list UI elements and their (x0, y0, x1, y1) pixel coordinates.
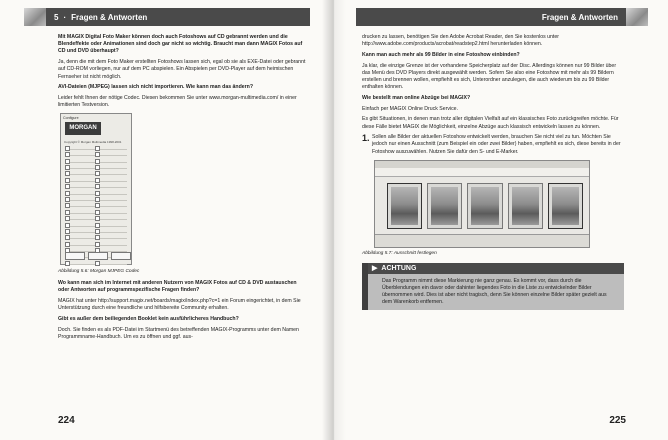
photo-thumbnail (548, 183, 583, 229)
photo-thumbnail (387, 183, 422, 229)
figure-caption: Abbildung 5.6: Morgan MJPEG Codec (58, 268, 140, 274)
option-row (65, 210, 127, 214)
answer: Ja klar, die einzige Grenze ist der vorhandene Speicherplatz auf der Disc. Allerdings können nur 99 Bilder über das Menü des DVD Players direkt ausgewählt werden. Sofern Sie also eine Fotoshow mit mehr als 99 Bildern erstellen und brennen wollen, empfiehlt es sich, Unterordner anzulegen, die auch wiederum bis zu 99 Bilder enthalten können. (362, 62, 617, 91)
warning-title: ACHTUNG (381, 265, 417, 273)
page-number-left: 224 (58, 415, 75, 426)
header-photo-icon (626, 8, 648, 26)
header-photo-icon (24, 8, 46, 26)
screenshot-bottombar (375, 234, 589, 247)
option-row (65, 165, 127, 169)
figure-caption: Abbildung 5.7: Ausschnitt festlegen (362, 250, 437, 256)
photo-thumbnail (467, 183, 502, 229)
option-row (65, 216, 127, 220)
dialog-about-button (111, 252, 131, 260)
dialog-ok-button (65, 252, 85, 260)
warning-text: Das Programm nimmt diese Markierung nie ganz genau. Es kommt vor, dass durch die Überblendungen ein davor oder dahinter liegendes Foto in die Liste zu entwickelnder Bilder übernommen wird. Dies ist aber nicht tragisch, denn Sie können einzelne Bilder später gezielt aus dem Warenkorb entfernen. (368, 274, 624, 310)
warning-title-bar (368, 263, 624, 274)
option-row (65, 146, 127, 150)
thumbnail-strip (387, 183, 583, 229)
option-row (65, 261, 127, 265)
option-row (65, 171, 127, 175)
left-header-title: Fragen & Antworten (71, 12, 148, 22)
option-row (65, 152, 127, 156)
answer: Doch. Sie finden es als PDF-Datei im Startmenü des betreffenden MAGIX-Programms unter dem Namen Programmname-Handbuch. Um es zu öffnen und ggf. aus- (58, 326, 299, 340)
question: Wie bestellt man online Abzüge bei MAGIX? (362, 94, 471, 101)
right-header-title: Fragen & Antworten (541, 12, 618, 22)
chapter-number: 5 (54, 12, 59, 22)
thumbnail-image (471, 187, 498, 225)
option-row (65, 223, 127, 227)
photo-thumbnail (508, 183, 543, 229)
question: Wo kann man sich im Internet mit anderen Nutzern von MAGIX Fotos auf CD & DVD austauschen oder Antworten auf programmspezifische Fragen finden? (58, 280, 297, 294)
warning-box (362, 263, 624, 310)
screenshot-toolbar (375, 168, 589, 177)
right-page-header (356, 8, 648, 26)
step-number: 1. (362, 133, 370, 144)
answer: Ja, denn die mit dem Foto Maker erstellten Fotoshows lassen sich, egal ob sie als EXE-Datei oder gebrannt auf CD-ROM vorliegen, nur auf dem PC abspielen. Ein Abspielen per DVD-Player auf dem heimischen Fernseher ist nicht möglich. (58, 59, 306, 80)
header-separator: · (63, 12, 67, 22)
morgan-logo: MORGAN (65, 122, 101, 135)
page-number-right: 225 (609, 415, 626, 426)
answer: Es gibt Situationen, in denen man trotz aller digitalen Vielfalt auf ein klassisches Foto zurückgreifen möchte. Für diese Fälle bietet MAGIX die Möglichkeit, einzelne Abzüge auch klassisch entwickeln lassen zu können. (362, 116, 619, 130)
question: Mit MAGIX Digital Foto Maker können doch auch Fotoshows auf CD gebrannt werden und die Blendeffekte oder Animationen sind doch gar nicht so wichtig. Braucht man dann MAGIX Fotos auf CD und DVD überhaupt? (58, 34, 303, 55)
left-page-content (58, 34, 306, 344)
option-row (65, 184, 127, 188)
option-row (65, 229, 127, 233)
step-text: Sollen alle Bilder der aktuellen Fotoshow entwickelt werden, brauchen Sie nicht viel zu tun. Möchten Sie jedoch nur einen Ausschnitt (zum Beispiel ein oder zwei Bilder) haben, empfiehlt es sich, diese bereits in der Fotoshow auszuwählen. Nutzen Sie dafür den S- und E-Marker. (372, 134, 621, 155)
option-row (65, 197, 127, 201)
option-row (65, 191, 127, 195)
question: AVI-Dateien (MJPEG) lassen sich nicht importieren. Wie kann man das ändern? (58, 84, 254, 91)
question: Gibt es außer dem beiliegenden Booklet kein ausführlicheres Handbuch? (58, 315, 239, 322)
dialog-title: Configure (63, 115, 79, 120)
dialog-options (65, 146, 127, 267)
answer: MAGIX hat unter http://support.magix.net/boards/magix/index.php?c=1 ein Forum eingerichtet, in dem Sie Unterstützung durch eine freundliche und hilfsbereite Community erhalten. (58, 297, 301, 312)
photo-thumbnail (427, 183, 462, 229)
answer: drucken zu lassen, benötigen Sie den Adobe Acrobat Reader, den Sie kostenlos unter http://www.adobe.com/products/acrobat/readstep2.html herunterladen können. (362, 34, 559, 48)
photo-strip-screenshot (374, 160, 590, 248)
thumbnail-image (512, 187, 539, 225)
numbered-step (362, 134, 624, 156)
option-row (65, 242, 127, 246)
answer: Leider fehlt Ihnen der nötige Codec. Diesen bekommen Sie unter www.morgan-multimedia.com/ in einer limitierten Testversion. (58, 94, 297, 109)
left-page-header (24, 8, 310, 26)
option-row (65, 203, 127, 207)
arrow-right-icon: ▶ (372, 265, 378, 273)
codec-dialog-figure (60, 113, 132, 265)
option-row (65, 235, 127, 239)
right-page (334, 0, 668, 440)
thumbnail-image (552, 187, 579, 225)
question: Kann man auch mehr als 99 Bilder in eine Fotoshow einbinden? (362, 51, 520, 58)
option-row (65, 178, 127, 182)
option-row (65, 159, 127, 163)
thumbnail-image (391, 187, 418, 225)
dialog-buttons (65, 252, 131, 260)
dialog-cancel-button (88, 252, 108, 260)
thumbnail-image (431, 187, 458, 225)
answer: Einfach per MAGIX Online Druck Service. (362, 105, 459, 112)
right-page-content (362, 34, 624, 310)
dialog-copyright: Copyright © Morgan Multimedia 1998-2001 (64, 139, 122, 144)
